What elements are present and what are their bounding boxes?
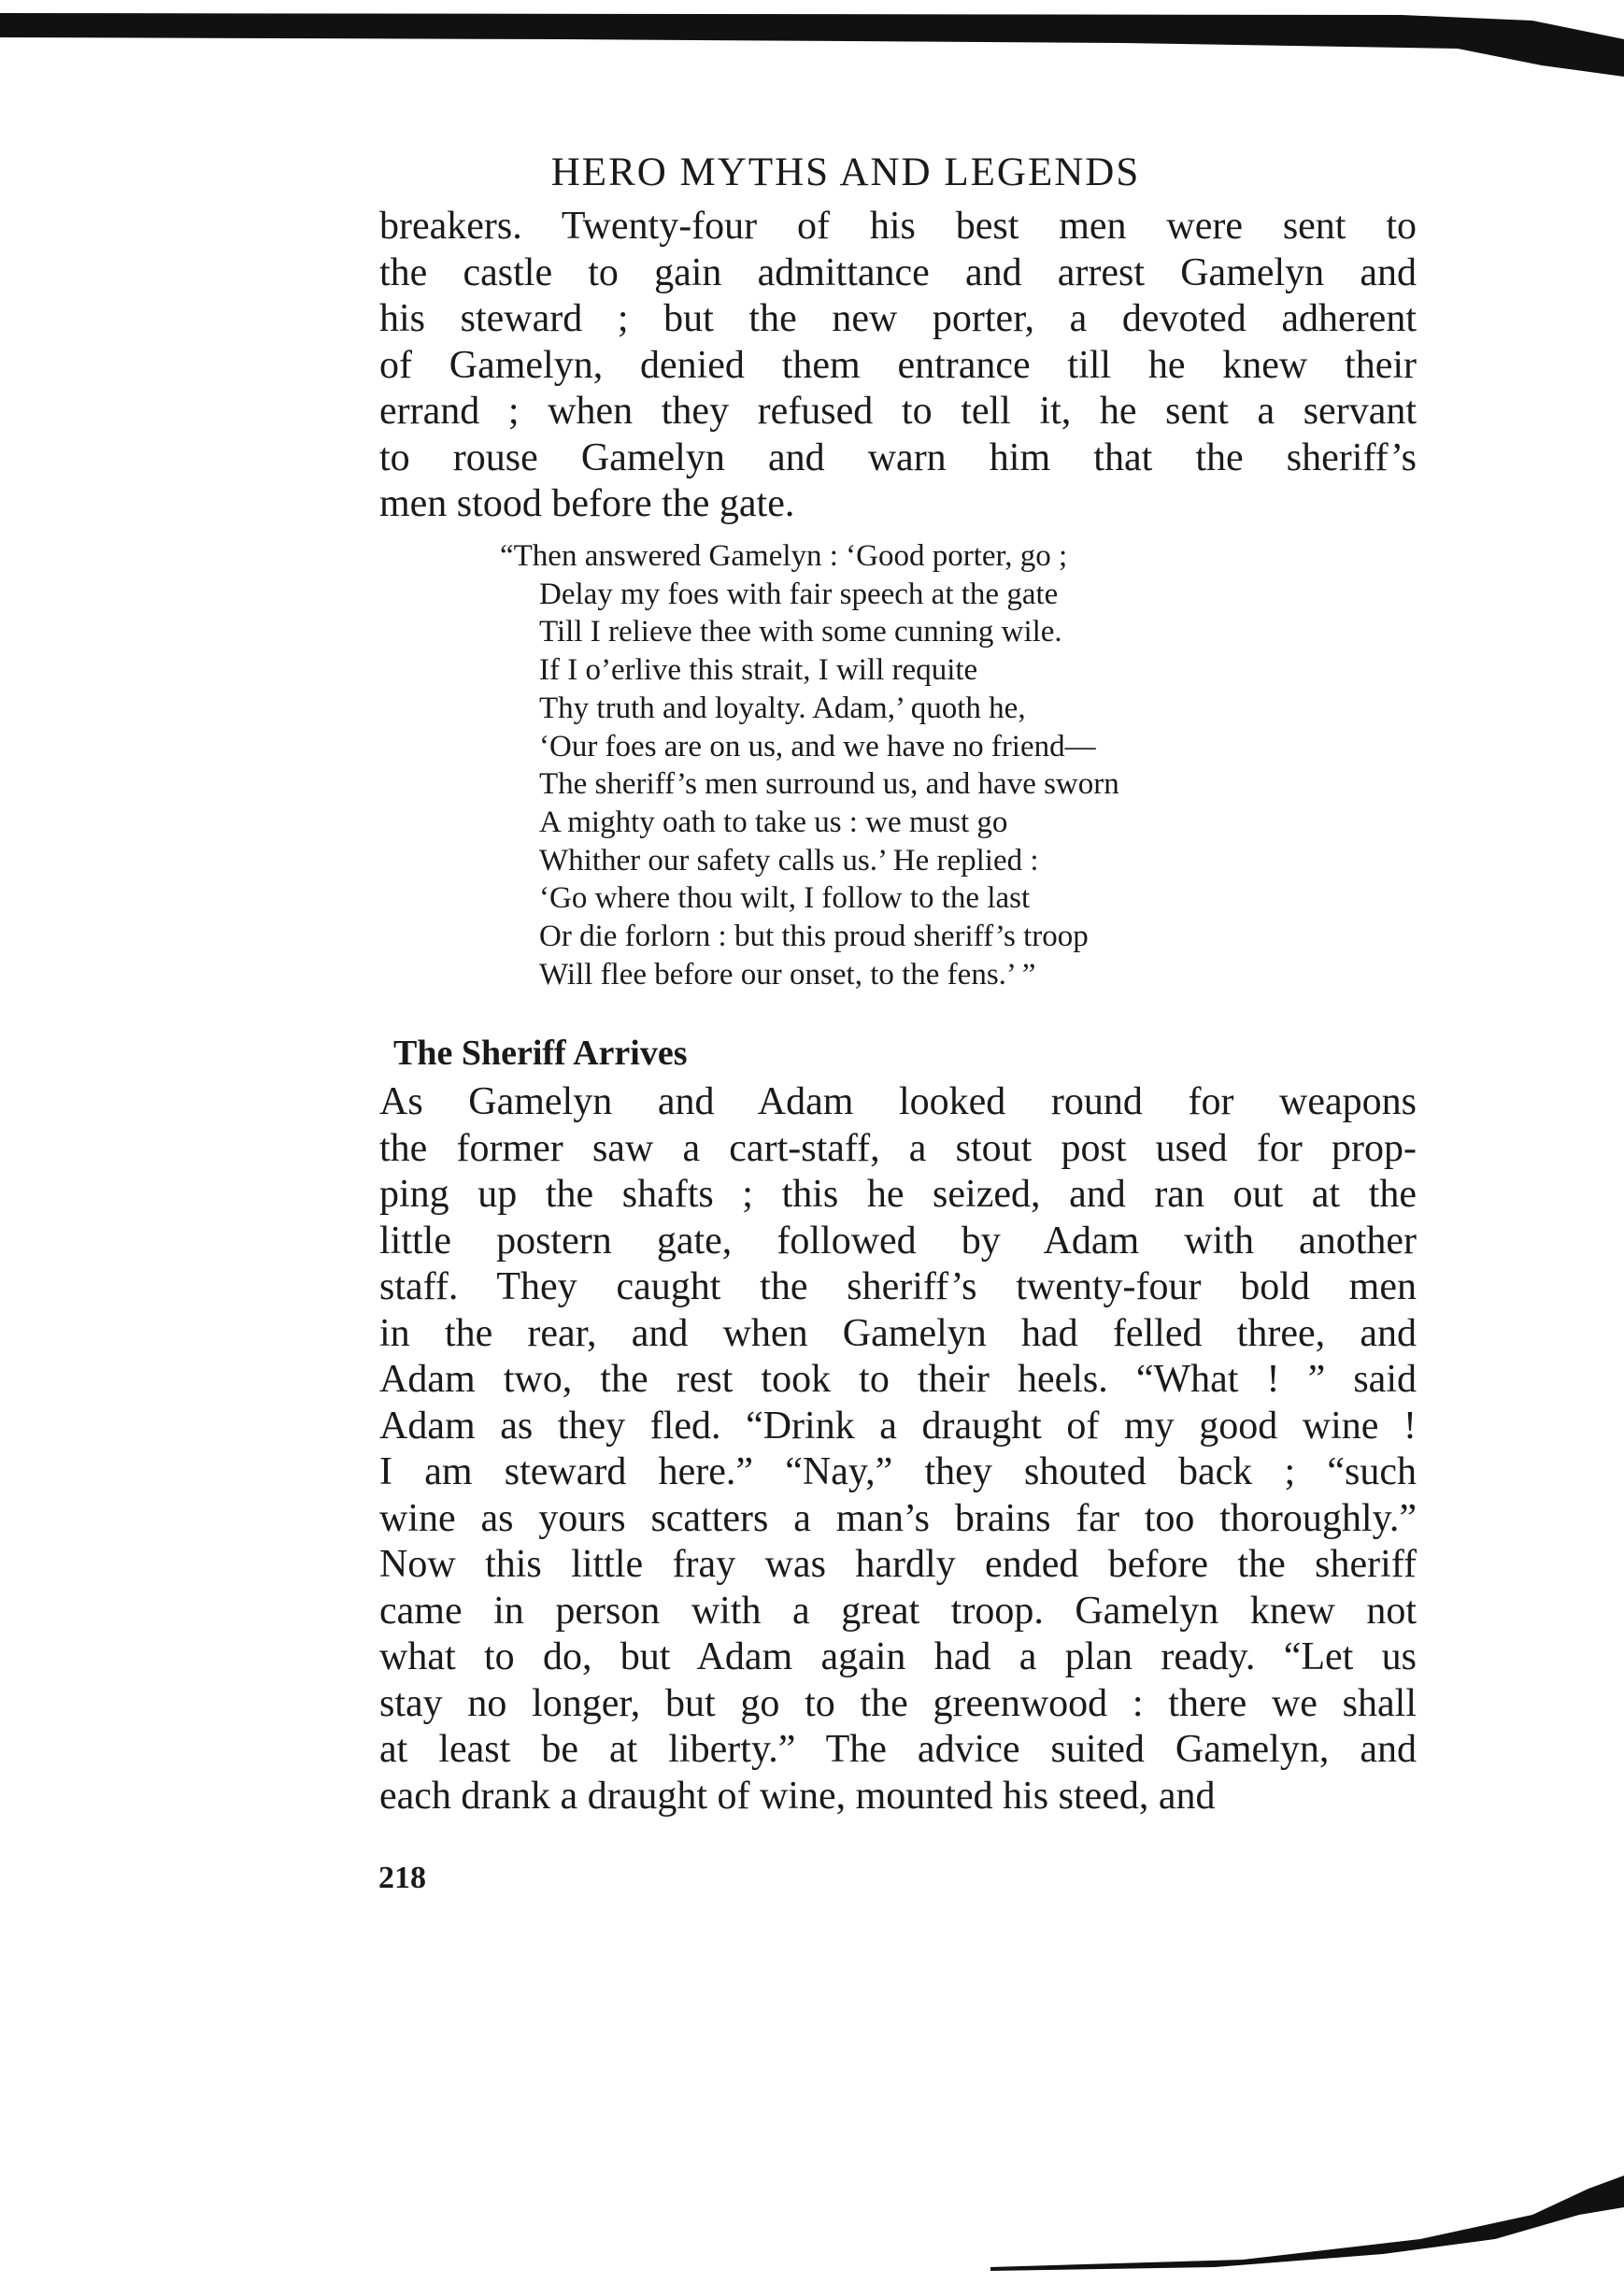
paragraph-2-line: Adam as they fled. “Drink a draught of my good wine !: [379, 1404, 1417, 1448]
verse-line: ‘Our foes are on us, and we have no friend—: [539, 729, 1096, 763]
paragraph-1-line: men stood before the gate.: [379, 482, 795, 525]
verse-line: A mighty oath to take us : we must go: [539, 805, 1008, 839]
paragraph-1-line: his steward ; but the new porter, a devoted adherent: [379, 297, 1417, 340]
verse-line: Whither our safety calls us.’ He replied :: [539, 843, 1039, 878]
paragraph-2-line: wine as yours scatters a man’s brains far too thoroughly.”: [379, 1496, 1417, 1540]
verse-line: Or die forlorn : but this proud sheriff’s troop: [539, 920, 1089, 954]
running-head: HERO MYTHS AND LEGENDS: [550, 150, 1141, 194]
verse-line: Will flee before our onset, to the fens.’ ”: [539, 957, 1036, 992]
paragraph-2-line: staff. They caught the sheriff’s twenty-four bold men: [379, 1265, 1417, 1308]
paragraph-2-line: ping up the shafts ; this he seized, and ran out at the: [379, 1173, 1417, 1216]
paragraph-2-line: little postern gate, followed by Adam with another: [379, 1219, 1417, 1263]
paragraph-1-line: the castle to gain admittance and arrest Gamelyn and: [379, 250, 1417, 294]
scan-edge-bottom: [934, 2149, 1624, 2283]
paragraph-2-line: in the rear, and when Gamelyn had felled three, and: [379, 1311, 1417, 1355]
verse-quotation: [500, 537, 1247, 993]
paragraph-1-line: errand ; when they refused to tell it, he sent a servant: [379, 390, 1417, 433]
section-heading: The Sheriff Arrives: [393, 1034, 688, 1073]
verse-line: Thy truth and loyalty. Adam,’ quoth he,: [539, 691, 1026, 725]
paragraph-2-line: came in person with a great troop. Gamelyn knew not: [379, 1589, 1417, 1633]
paragraph-2-line: at least be at liberty.” The advice suited Gamelyn, and: [379, 1728, 1417, 1771]
verse-line: Till I relieve thee with some cunning wile.: [539, 615, 1062, 649]
paragraph-2-line: what to do, but Adam again had a plan ready. “Let us: [379, 1635, 1417, 1678]
paragraph-2-line: stay no longer, but go to the greenwood : there we shall: [379, 1681, 1417, 1725]
paragraph-2-line: each drank a draught of wine, mounted his steed, and: [379, 1774, 1216, 1818]
paragraph-1-line: breakers. Twenty-four of his best men were sent to: [379, 205, 1417, 248]
paragraph-2-line: I am steward here.” “Nay,” they shouted back ; “such: [379, 1450, 1417, 1493]
paragraph-1-line: to rouse Gamelyn and warn him that the sheriff’s: [379, 435, 1417, 479]
paragraph-2: [379, 1079, 1417, 1819]
paragraph-1-line: of Gamelyn, denied them entrance till he knew their: [379, 343, 1417, 387]
paragraph-2-line: the former saw a cart-staff, a stout post used for prop-: [379, 1126, 1417, 1170]
verse-line: If I o’erlive this strait, I will requite: [539, 653, 978, 688]
paragraph-2-line: Adam two, the rest took to their heels. “What ! ” said: [379, 1358, 1417, 1401]
paragraph-2-line: Now this little fray was hardly ended before the sheriff: [379, 1543, 1417, 1586]
page-number: 218: [378, 1861, 426, 1895]
verse-line: ‘Go where thou wilt, I follow to the last: [539, 881, 1031, 916]
verse-line: Delay my foes with fair speech at the gate: [539, 577, 1059, 611]
verse-line: “Then answered Gamelyn : ‘Good porter, go ;: [500, 539, 1068, 573]
scan-edge-top: [0, 11, 1624, 77]
paragraph-2-line: As Gamelyn and Adam looked round for weapons: [379, 1080, 1417, 1123]
verse-line: The sheriff’s men surround us, and have sworn: [539, 767, 1119, 802]
paragraph-1: [379, 204, 1417, 528]
